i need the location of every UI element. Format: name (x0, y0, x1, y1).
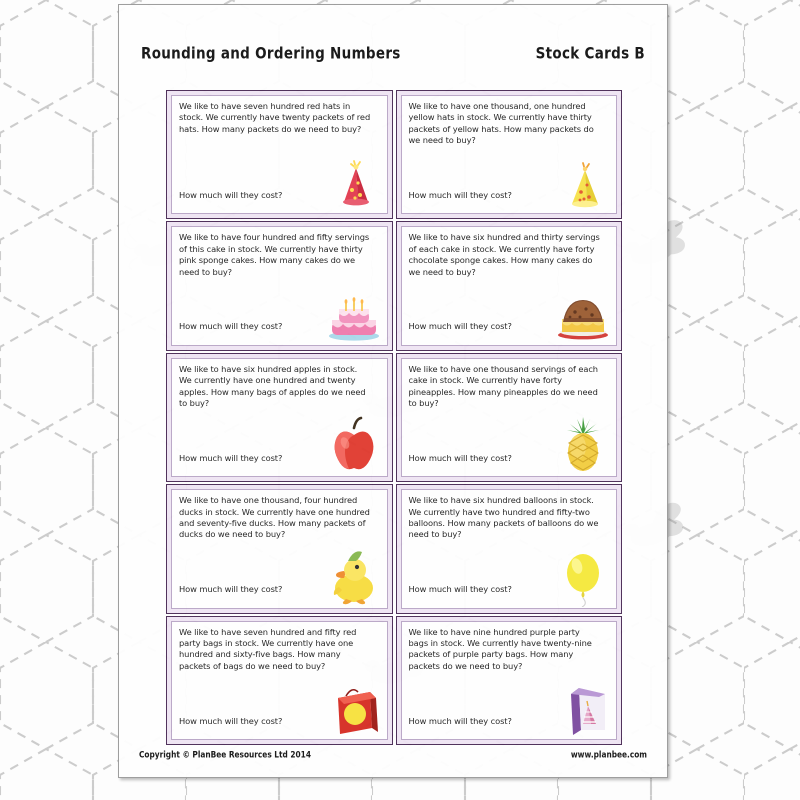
card-question: We like to have six hundred and thirty servings of each cake in stock. We currently have forty chocolate sponge cakes. How many cakes do we need to buy? (408, 232, 600, 277)
card-cost-question: How much will they cost? (179, 715, 283, 726)
stock-card-red-party-bags[interactable] (166, 616, 393, 745)
stock-card-apples[interactable] (166, 353, 393, 482)
worksheet-page (118, 4, 668, 778)
chocolate-cake-icon (553, 284, 613, 344)
card-body (401, 621, 618, 740)
card-body (171, 621, 388, 740)
card-question: We like to have six hundred apples in stock. We currently have one hundred and twenty apples. How many bags of apples do we need to buy? (179, 363, 366, 409)
card-body (171, 489, 388, 608)
stock-card-pink-sponge-cakes[interactable] (166, 221, 393, 350)
card-question: We like to have one thousand, one hundred yellow hats in stock. We currently have thirty packets of yellow hats. How many packets do we need to buy? (408, 101, 594, 146)
card-cost-question: How much will they cost? (179, 189, 283, 200)
card-question: We like to have seven hundred red hats in stock. We currently have twenty packets of red hats. How many packets do we need to buy? (179, 101, 371, 134)
duck-icon (324, 547, 384, 607)
purple-party-bag-icon (553, 678, 613, 738)
stock-card-purple-party-bags[interactable] (396, 616, 623, 745)
card-cost-question: How much will they cost? (408, 715, 512, 726)
pineapple-icon (553, 415, 613, 475)
card-body (401, 226, 618, 345)
stock-card-yellow-hats[interactable] (396, 90, 623, 219)
card-cost-question: How much will they cost? (408, 584, 512, 595)
card-question: We like to have four hundred and fifty servings of this cake in stock. We currently have thirty pink sponge cakes. How many cakes do we need to buy? (179, 232, 370, 277)
red-party-bag-icon (324, 678, 384, 738)
stock-card-red-hats[interactable] (166, 90, 393, 219)
copyright-text: Copyright © PlanBee Resources Ltd 2014 (139, 748, 311, 760)
card-body (171, 95, 388, 214)
stock-card-chocolate-sponge-cakes[interactable] (396, 221, 623, 350)
card-body (401, 95, 618, 214)
pink-cake-icon (324, 284, 384, 344)
card-question: We like to have one thousand, four hundred ducks in stock. We currently have one hundred and seventy-five ducks. How many packets of ducks do we need to buy? (179, 495, 370, 540)
card-cost-question: How much will they cost? (408, 321, 512, 332)
card-cost-question: How much will they cost? (179, 321, 283, 332)
card-cost-question: How much will they cost? (408, 452, 512, 463)
website-link[interactable]: www.planbee.com (570, 748, 647, 760)
stock-card-ducks[interactable] (166, 484, 393, 613)
page-footer (119, 747, 667, 761)
balloon-yellow-icon (553, 547, 613, 607)
card-question: We like to have one thousand servings of each cake in stock. We currently have forty pineapples. How many pineapples do we need to buy? (408, 363, 598, 409)
stock-cards-grid (166, 90, 622, 745)
card-question: We like to have six hundred balloons in stock. We currently have two hundred and fifty-two balloons. How many packets of balloons do we need to buy? (408, 495, 599, 540)
page-header (119, 39, 667, 69)
card-body (171, 226, 388, 345)
page-subtitle: Stock Cards B (535, 44, 645, 64)
page-title: Rounding and Ordering Numbers (141, 44, 401, 64)
card-question: We like to have nine hundred purple party bags in stock. We currently have twenty-nine packets of purple party bags. How many packets do we need to buy? (408, 626, 592, 671)
party-hat-yellow-icon (553, 152, 613, 212)
card-body (401, 489, 618, 608)
party-hat-red-icon (324, 152, 384, 212)
card-cost-question: How much will they cost? (179, 452, 283, 463)
card-question: We like to have seven hundred and fifty red party bags in stock. We currently have one hundred and sixty-five bags. How many packets of bags do we need to buy? (179, 626, 357, 671)
card-cost-question: How much will they cost? (179, 584, 283, 595)
stock-card-balloons[interactable] (396, 484, 623, 613)
apple-icon (324, 415, 384, 475)
card-body (401, 358, 618, 477)
card-body (171, 358, 388, 477)
stock-card-pineapples[interactable] (396, 353, 623, 482)
card-cost-question: How much will they cost? (408, 189, 512, 200)
